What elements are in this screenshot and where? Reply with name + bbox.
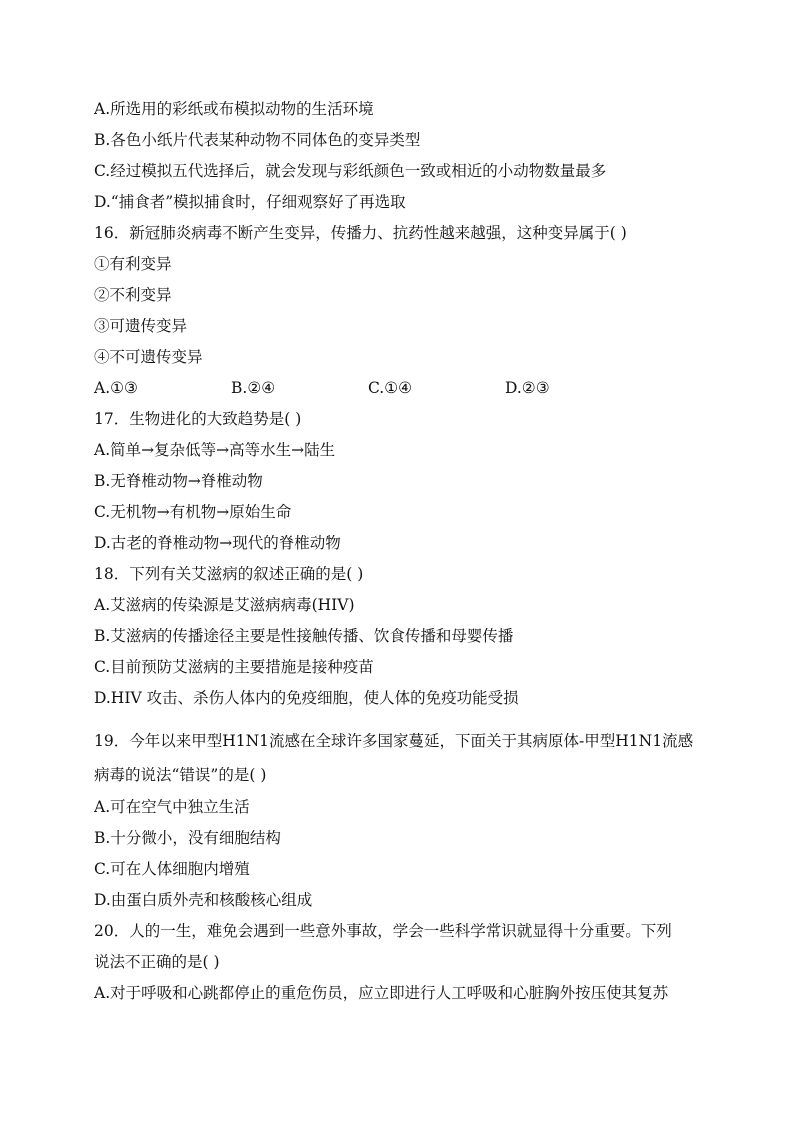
q15-option-d: D.“捕食者”模拟捕食时，仔细观察好了再选取 [94, 193, 406, 211]
q20-stem-line-1: 20．人的一生，难免会遇到一些意外事故，学会一些科学常识就显得十分重要。下列 [94, 922, 672, 940]
q19-option-a: A.可在空气中独立生活 [94, 798, 250, 816]
q16-option-c: C.①④ [368, 379, 413, 397]
q17-option-b: B.无脊椎动物→脊椎动物 [94, 472, 263, 490]
q15-option-c: C.经过模拟五代选择后，就会发现与彩纸颜色一致或相近的小动物数量最多 [94, 162, 607, 180]
q15-option-b: B.各色小纸片代表某种动物不同体色的变异类型 [94, 131, 421, 149]
question-15-options [94, 94, 694, 218]
q18-option-c: C.目前预防艾滋病的主要措施是接种疫苗 [94, 658, 374, 676]
q16-option-d: D.②③ [505, 379, 550, 397]
q19-option-d: D.由蛋白质外壳和核酸核心组成 [94, 891, 313, 909]
q16-item-4: ④不可遗传变异 [94, 348, 203, 366]
q20-stem-line-2: 说法不正确的是( ) [94, 953, 220, 971]
q18-option-d: D.HIV 攻击、杀伤人体内的免疫细胞，使人体的免疫功能受损 [94, 689, 519, 707]
question-20 [94, 916, 694, 1009]
q20-option-a: A.对于呼吸和心跳都停止的重危伤员，应立即进行人工呼吸和心脏胸外按压使其复苏 [94, 984, 669, 1002]
q17-option-d: D.古老的脊椎动物→现代的脊椎动物 [94, 534, 341, 552]
q16-option-a: A.①③ [94, 379, 138, 397]
question-18 [94, 559, 694, 714]
q16-options-row [94, 373, 694, 404]
q17-option-c: C.无机物→有机物→原始生命 [94, 503, 292, 521]
q16-stem: 16．新冠肺炎病毒不断产生变异，传播力、抗药性越来越强，这种变异属于( ) [94, 224, 627, 242]
q16-item-2: ②不利变异 [94, 286, 172, 304]
q16-item-1: ①有利变异 [94, 255, 172, 273]
q15-option-a: A.所选用的彩纸或布模拟动物的生活环境 [94, 100, 374, 118]
exam-page [94, 94, 694, 1009]
q18-stem: 18．下列有关艾滋病的叙述正确的是( ) [94, 565, 364, 583]
q19-stem-line-2: 病毒的说法“错误”的是( ) [94, 766, 267, 784]
q16-option-b: B.②④ [231, 379, 276, 397]
q19-option-b: B.十分微小，没有细胞结构 [94, 829, 281, 847]
q19-option-c: C.可在人体细胞内增殖 [94, 860, 250, 878]
q18-option-a: A.艾滋病的传染源是艾滋病病毒(HIV) [94, 596, 355, 614]
q18-option-b: B.艾滋病的传播途径主要是性接触传播、饮食传播和母婴传播 [94, 627, 514, 645]
question-19 [94, 724, 694, 916]
q16-item-3: ③可遗传变异 [94, 317, 188, 335]
q19-stem-line-1: 19．今年以来甲型H1N1流感在全球许多国家蔓延，下面关于其病原体-甲型H1N1流感 [94, 732, 694, 750]
question-16 [94, 218, 694, 404]
question-17 [94, 404, 694, 559]
q17-option-a: A.简单→复杂低等→高等水生→陆生 [94, 441, 336, 459]
q17-stem: 17．生物进化的大致趋势是( ) [94, 410, 302, 428]
